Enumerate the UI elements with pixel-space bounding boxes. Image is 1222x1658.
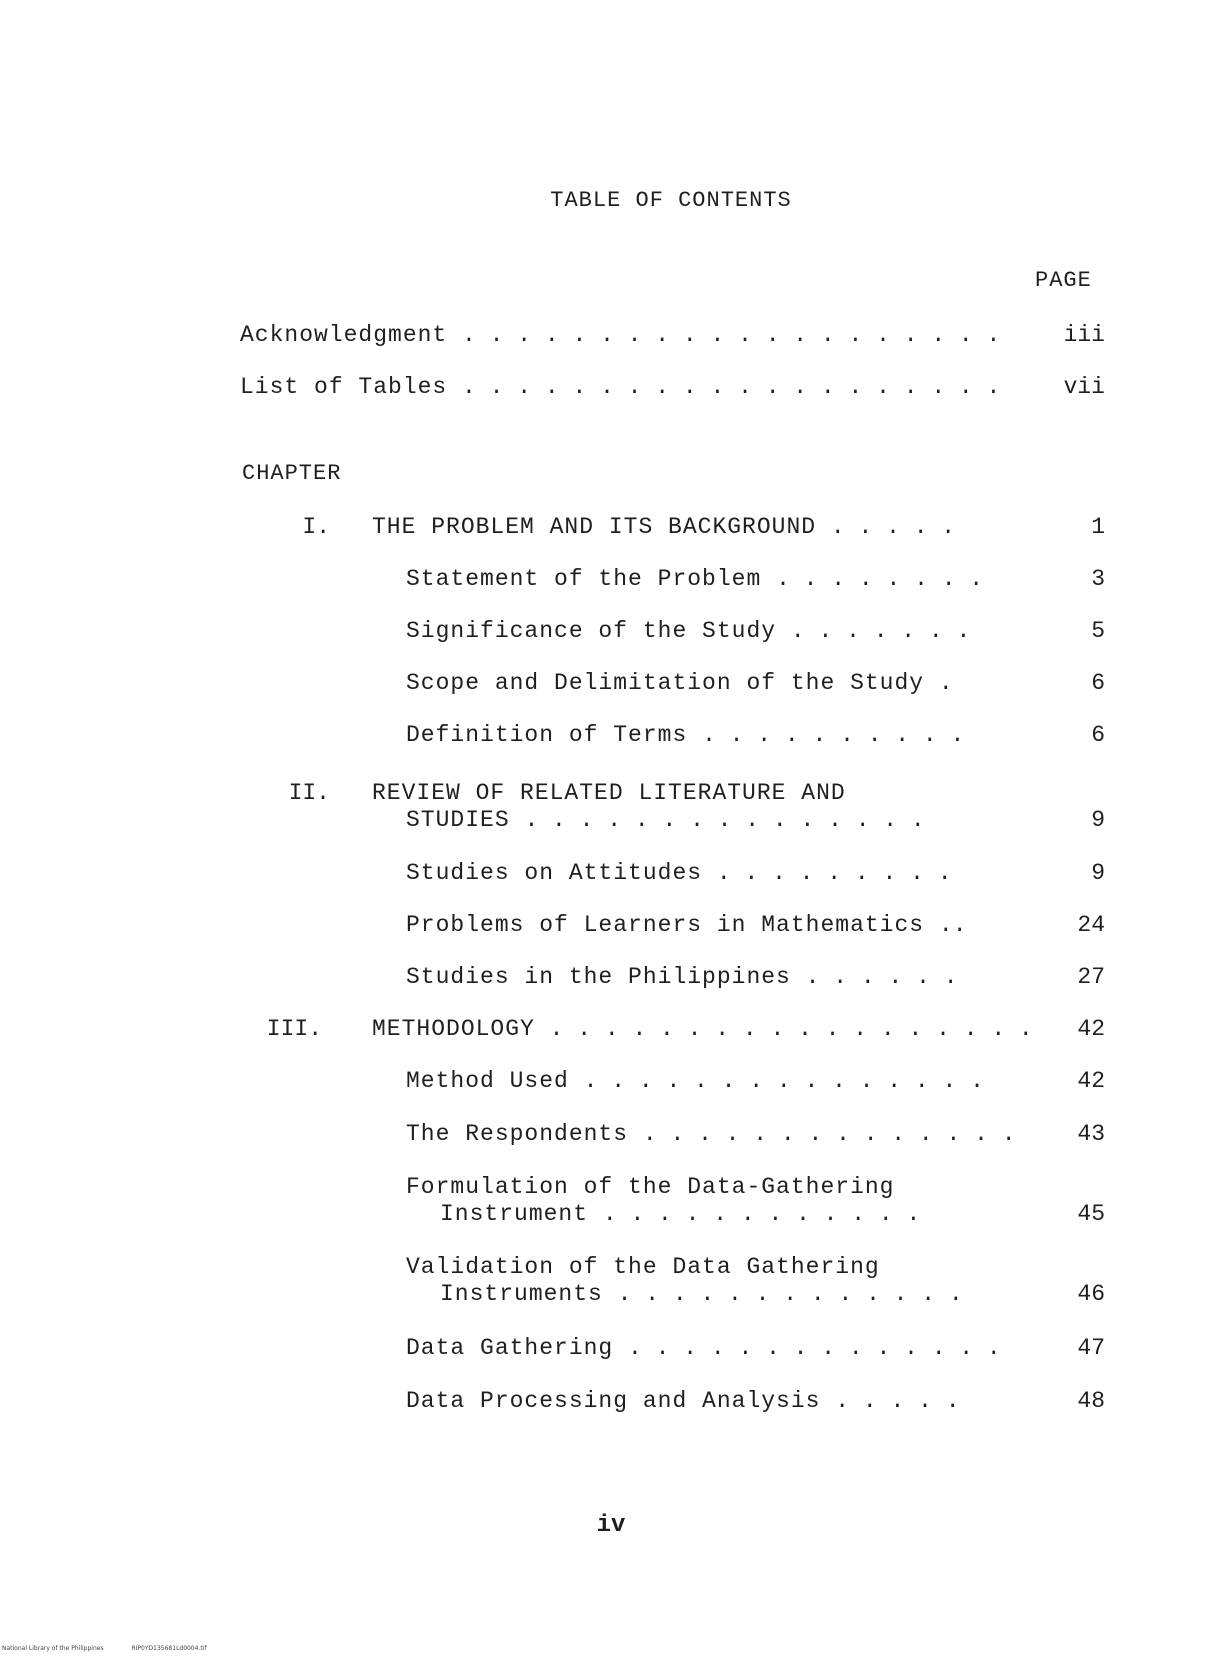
toc-page-number: 5 [1091,618,1105,644]
toc-page-number: 6 [1091,722,1105,748]
leader-dots: . . . . . . . . . . . . . . . . . . [549,1016,1033,1042]
toc-page-number: 3 [1091,566,1105,592]
leader-dots: . . . . . [830,514,956,540]
toc-page-number: 9 [1091,807,1105,833]
section-entry [406,618,970,644]
toc-page-number: 1 [1091,514,1105,540]
section-label: Method Used [406,1068,569,1094]
leader-dots: . . . . . . . [790,618,971,644]
section-entry [406,1121,1016,1147]
section-entry [406,860,952,886]
chapter-title: THE PROBLEM AND ITS BACKGROUND [372,514,817,540]
toc-page-number: 47 [1077,1335,1105,1361]
leader-dots: . . . . . . . . . . . . [602,1201,921,1227]
leader-dots: . . . . . . . . . . . . . . . . . . . . [462,374,1001,400]
chapter-title: REVIEW OF RELATED LITERATURE AND [372,780,846,806]
section-entry [406,912,967,938]
toc-entry-acknowledgment [240,322,1000,348]
section-label: Studies on Attitudes [406,860,703,886]
leader-dots: . . . . . . . . . . . . . . [628,1335,1001,1361]
toc-page-number: 42 [1077,1068,1105,1094]
section-entry [406,964,958,990]
section-label: Formulation of the Data-Gathering [406,1174,895,1200]
section-label: Scope and Delimitation of the Study [406,670,925,696]
section-entry [406,722,964,748]
toc-page-number: vii [1063,374,1105,400]
toc-page-number: 6 [1091,670,1105,696]
leader-dots: . [938,670,953,696]
leader-dots: . . . . . . . . . . . . . . . [524,807,925,833]
leader-dots: . . . . . . . . [776,566,984,592]
section-label: Data Gathering [406,1335,614,1361]
section-label: Data Processing and Analysis [406,1388,821,1414]
chapter-numeral: III. [266,1016,322,1042]
toc-page-number: 42 [1077,1016,1105,1042]
section-label-continuation: Instrument [440,1201,589,1227]
section-label-continuation: Instruments [440,1281,603,1307]
section-label: Validation of the Data Gathering [406,1254,880,1280]
chapter-numeral: I. [302,514,330,540]
section-entry [406,1174,894,1200]
leader-dots: . . . . . . . . . . . . . . . . . . . . [462,322,1001,348]
section-entry [406,670,953,696]
chapter-title-continuation-row [406,807,925,833]
page-folio: iv [596,1512,626,1539]
section-label: Studies in the Philippines [406,964,791,990]
section-label: Significance of the Study [406,618,777,644]
toc-page-number: 48 [1077,1388,1105,1414]
chapter-heading: CHAPTER [242,461,342,486]
chapter-title-row [372,514,955,540]
toc-page-number: 24 [1077,912,1105,938]
toc-entry-list-of-tables [240,374,1000,400]
chapter-title-continuation: STUDIES [406,807,510,833]
section-label: Problems of Learners in Mathematics [406,912,925,938]
leader-dots: . . . . . . . . . . . . . . [642,1121,1016,1147]
page-title: TABLE OF CONTENTS [550,188,792,213]
section-entry [406,1254,880,1280]
section-entry-continuation [440,1201,920,1227]
chapter-title-row [372,780,846,806]
leader-dots: . . . . . . . . . . . . . . . [583,1068,984,1094]
toc-page-number: 27 [1077,964,1105,990]
section-label: The Respondents [406,1121,629,1147]
leader-dots: . . . . . . . . . . [702,722,965,748]
toc-page-number: 9 [1091,860,1105,886]
section-entry [406,1388,960,1414]
leader-dots: . . . . . [835,1388,960,1414]
toc-entry-label: Acknowledgment [240,322,448,348]
toc-page-number: iii [1063,322,1105,348]
toc-page-number: 43 [1077,1121,1105,1147]
leader-dots: . . . . . . . . . [716,860,952,886]
chapter-numeral: II. [288,780,330,806]
section-entry [406,1335,1001,1361]
section-label: Statement of the Problem [406,566,762,592]
leader-dots: .. [938,912,967,938]
chapter-title: METHODOLOGY [372,1016,535,1042]
toc-page-number: 46 [1077,1281,1105,1307]
section-entry-continuation [440,1281,963,1307]
leader-dots: . . . . . . [805,964,958,990]
page-column-heading: PAGE [1035,268,1092,293]
section-label: Definition of Terms [406,722,688,748]
toc-page-number: 45 [1077,1201,1105,1227]
leader-dots: . . . . . . . . . . . . . [617,1281,963,1307]
footer-source: National Library of the Philippines [2,1645,104,1652]
section-entry [406,1068,984,1094]
toc-entry-label: List of Tables [240,374,448,400]
section-entry [406,566,983,592]
scan-footer [2,1645,233,1652]
footer-filename: RIP0YD135681Ld0004.tif [131,1645,207,1652]
chapter-title-row [372,1016,1033,1042]
